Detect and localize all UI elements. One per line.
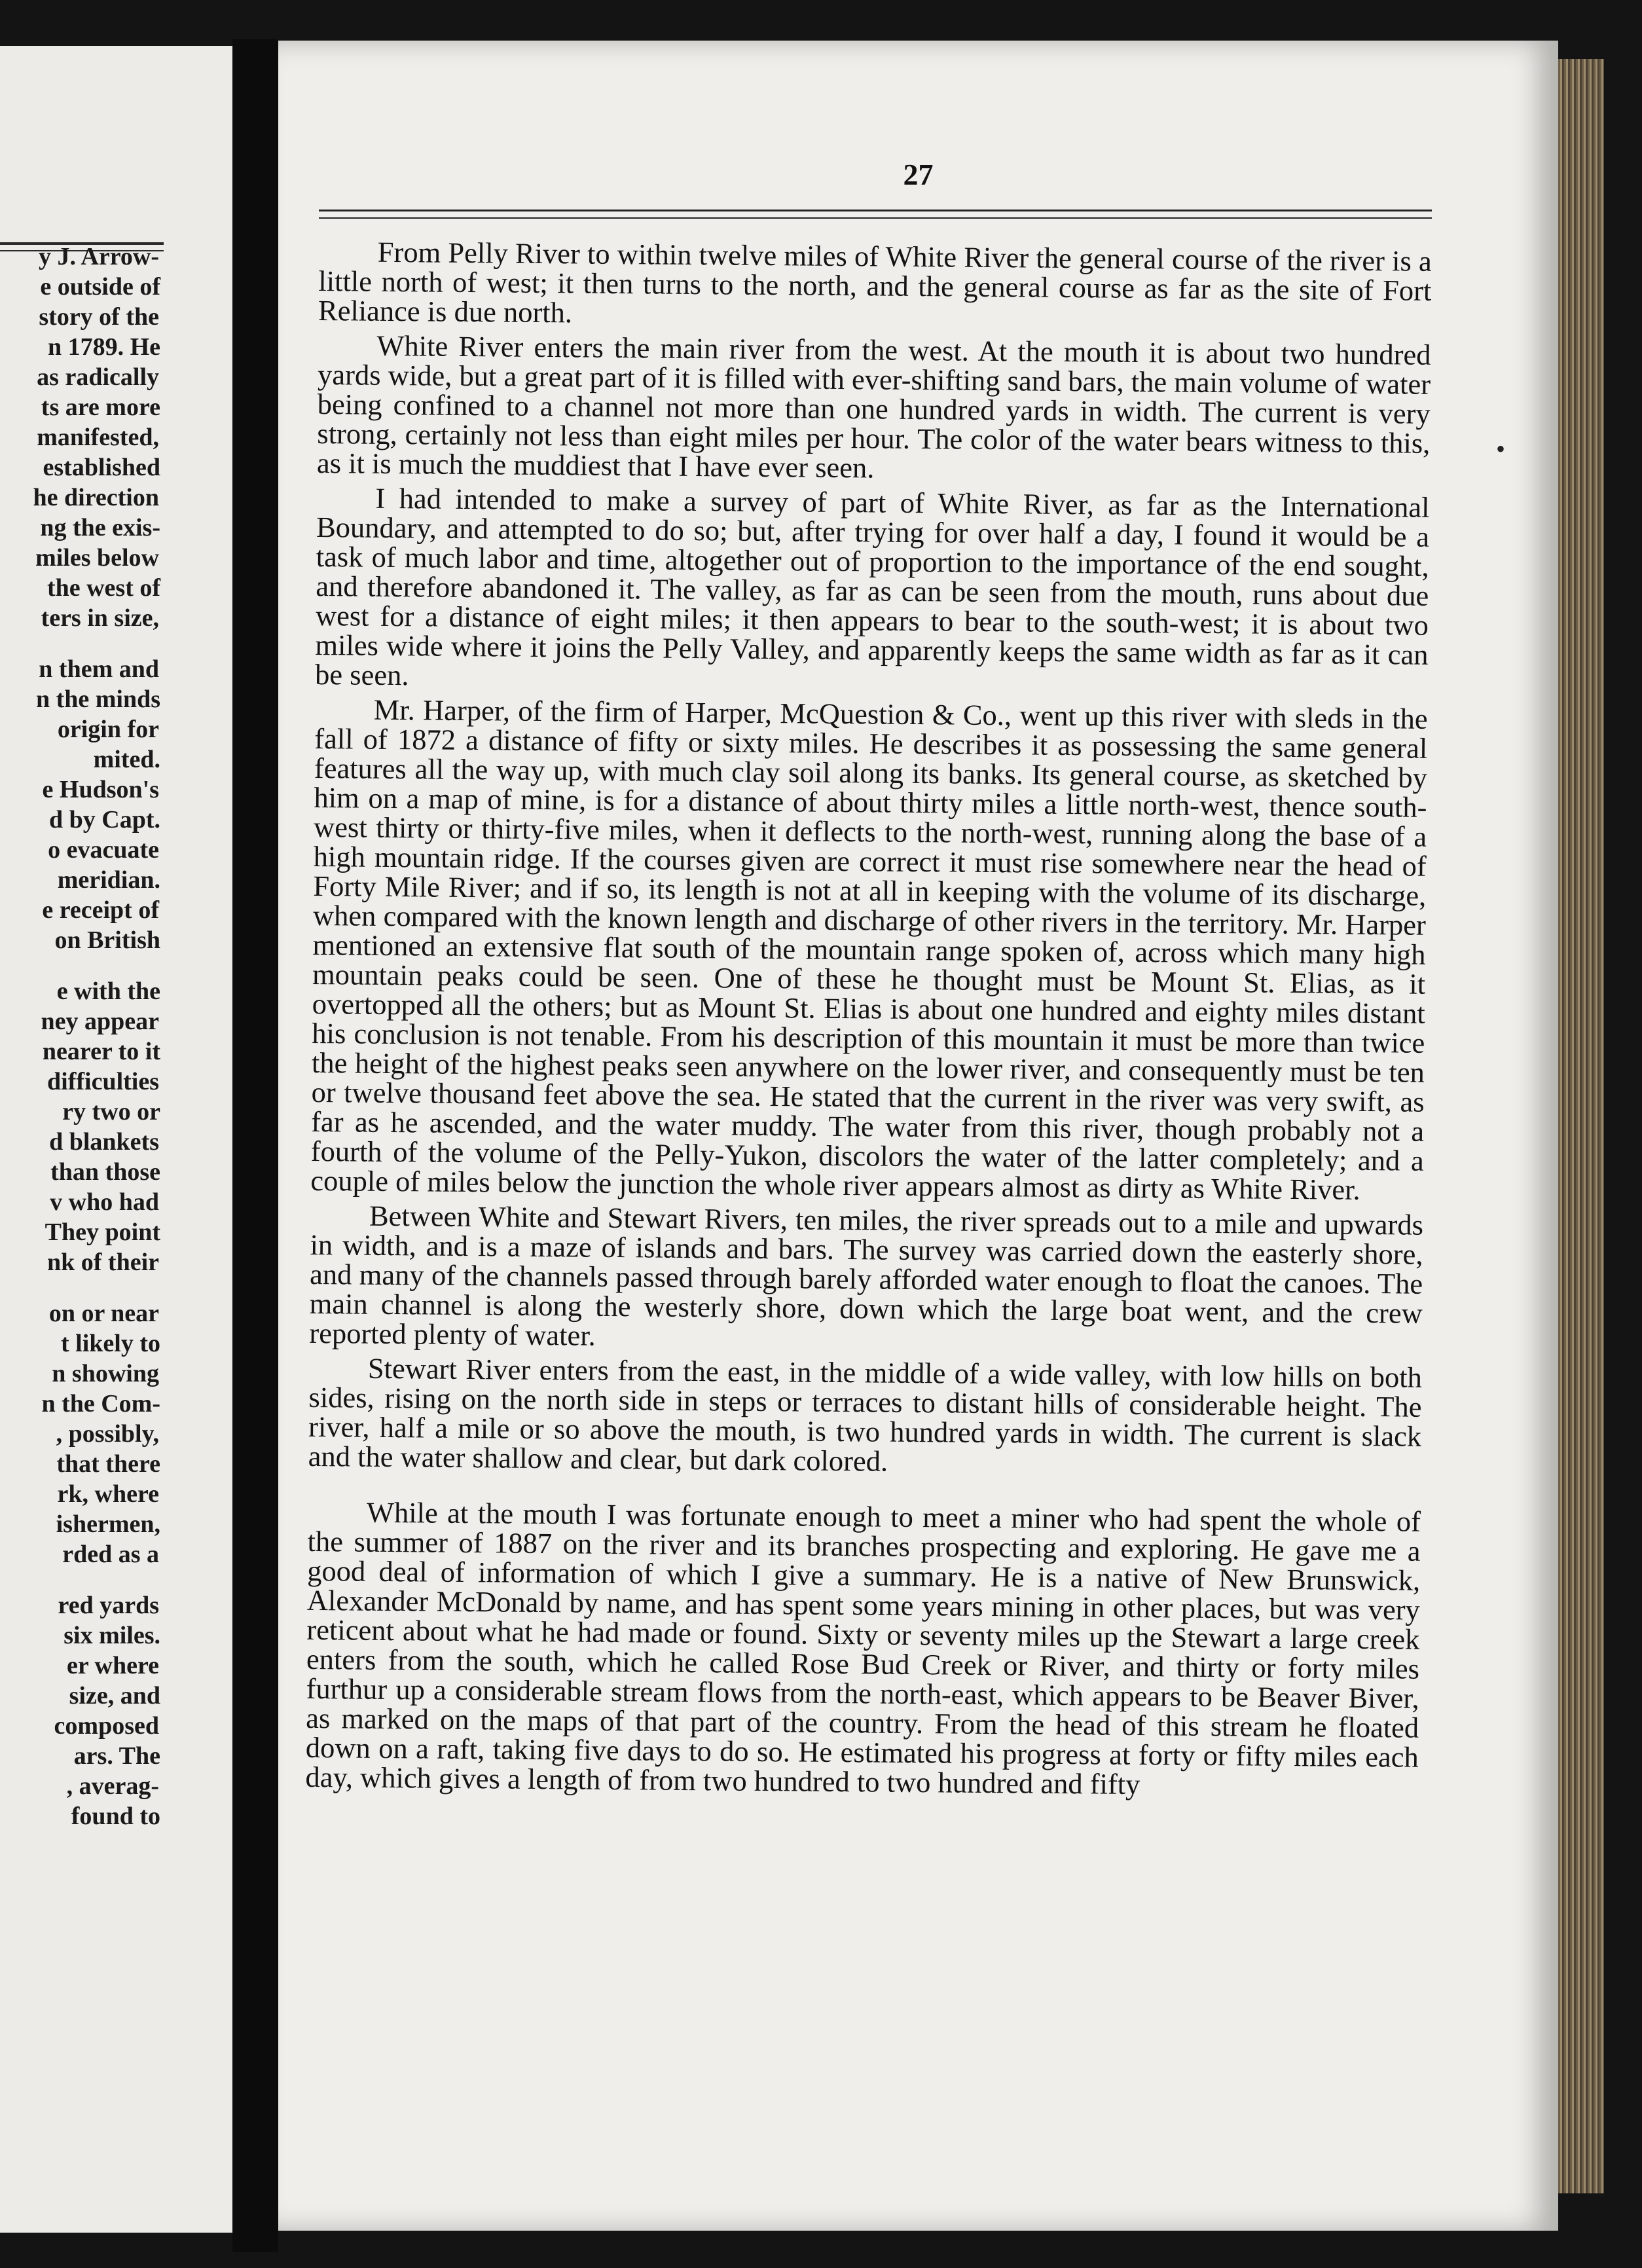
left-text-line: nk of their — [47, 1249, 159, 1276]
left-text-line: y J. Arrow- — [39, 243, 159, 270]
header-rule — [319, 210, 1432, 211]
paragraph: White River enters the main river from the west. At the mouth it is about two hundred yards wide, but a great part of it is filled with ever-shifting sand bars, the main volume of water being confined to a channel not more than one hundred yards in width. The current is very strong, certainly not less than eight miles per hour. The color of the water bears witness to this, as it is much the muddiest that I have ever seen. — [316, 329, 1431, 485]
left-text-line: ry two or — [62, 1098, 160, 1125]
left-text-line: e with the — [56, 978, 160, 1005]
left-text-line: mited. — [93, 746, 160, 773]
left-text-line: n the minds — [35, 686, 160, 713]
body-text — [305, 237, 1432, 1807]
left-text-line: e receipt of — [42, 896, 159, 924]
left-text-line: , averag- — [66, 1772, 159, 1800]
left-text-line: d blankets — [49, 1128, 159, 1156]
left-text-line: n showing — [52, 1360, 159, 1387]
left-text-line: difficulties — [47, 1068, 159, 1095]
left-text-line: ars. The — [73, 1742, 160, 1770]
left-text-line: ishermen, — [56, 1510, 160, 1538]
stray-mark: • — [1496, 434, 1506, 464]
left-text-line: , possibly, — [56, 1420, 159, 1448]
paragraph: Stewart River enters from the east, in the middle of a wide valley, with low hills on both sides, rising on the north side in steps or terraces to distant hills of considerable height. The river, half a mile or so above the mouth, is two hundred yards in width. The current is slack and the water shallow and clear, but dark colored. — [308, 1351, 1423, 1478]
left-text-line: er where — [66, 1652, 159, 1679]
left-text-line: origin for — [57, 716, 159, 743]
left-text-line: n them and — [39, 655, 159, 683]
left-text-line: d by Capt. — [49, 806, 160, 833]
left-text-line: miles below — [35, 544, 159, 572]
left-text-line: nearer to it — [42, 1038, 160, 1065]
page-number: 27 — [903, 158, 934, 191]
left-text-line: red yards — [58, 1592, 159, 1619]
left-text-line: ters in size, — [41, 604, 159, 632]
left-text-line: on or near — [48, 1300, 159, 1327]
left-text-line: ng the exis- — [40, 514, 160, 541]
left-text-line: o evacuate — [48, 836, 159, 864]
left-text-line: rk, where — [57, 1480, 159, 1508]
paragraph: Between White and Stewart Rivers, ten miles, the river spreads out to a mile and upwards in width, and is a maze of islands and bars. The survey was carried down the easterly shore, and many of the channels passed through barely afforded water enough to float the canoes. The main channel is along the westerly shore, down which the large boat went, and the crew reported plenty of water. — [309, 1199, 1424, 1352]
paragraph: I had intended to make a survey of part of White River, as far as the International Boundary, and attempted to do so; but, after trying for over half a day, I found it would be a task of much labor and time, altogether out of proportion to the importance of the end sought, and therefore abandoned it. The valley, as far as can be seen from the mouth, runs about due west for a distance of eight miles; it then appears to bear to the south-west; it is about two miles wide where it joins the Pelly Valley, and apparently keeps the same width as far as it can be seen. — [314, 481, 1430, 692]
right-page — [278, 41, 1558, 2231]
left-text-line: rded as a — [62, 1541, 159, 1568]
left-text-line: n 1789. He — [47, 333, 160, 361]
left-text-line: size, and — [69, 1682, 160, 1710]
page-edges — [1558, 59, 1604, 2193]
left-text-line: the west of — [46, 574, 160, 602]
paragraph: From Pelly River to within twelve miles of White River the general course of the river is a little north of west; it then turns to the north, and the general course as far as the site of Fort Reliance is due north. — [318, 235, 1432, 329]
left-text-line: e Hudson's — [42, 776, 159, 803]
left-text-line: They point — [45, 1218, 160, 1246]
left-text-line: story of the — [39, 303, 159, 331]
paragraph: Mr. Harper, of the firm of Harper, McQuestion & Co., went up this river with sleds in the fall of 1872 a distance of fifty or sixty miles. He describes it as possessing the same general features all the way up, with much clay soil along its banks. Its general course, as sketched by him on a map of mine, is for a distance of about thirty miles a little north-west, thence south-west thirty or thirty-five miles, when it deflects to the north-west, running along the base of a high mountain ridge. If the courses given are correct it must rise somewhere near the head of Forty Mile River; and if so, its length is not at all in keeping with the volume of its discharge, when compared with the known length and discharge of other rivers in the territory. Mr. Harper mentioned an extensive flat south of the mountain range spoken of, across which many high mountain peaks could be seen. One of these he thought must be Mount St. Elias, as it overtopped all the others; but as Mount St. Elias is about one hundred and eighty miles distant his conclusion is not tenable. From his description of this mountain it must be more than twice the height of the highest peaks seen anywhere on the lower river, and consequently must be ten or twelve thousand feet above the sea. He stated that the current in the river was very swift, as far as he ascended, and the water muddy. The water from this river, though probably not a fourth of the volume of the Pelly-Yukon, discolors the water of the latter completely; and a couple of miles below the junction the whole river appears almost as dirty as White River. — [310, 693, 1428, 1206]
left-text-line: e outside of — [40, 273, 160, 301]
paragraph: While at the mouth I was fortunate enough to meet a miner who had spent the whole of the summer of 1887 on the river and its branches prospecting and exploring. He gave me a good deal of information of which I give a summary. He is a native of New Brunswick, Alexander McDonald by name, and has spent some years mining in other places, but was very reticent about what he had made or found. Sixty or seventy miles up the Stewart a large creek enters from the south, which he called Rose Bud Creek or River, and thirty or forty miles furthur up a considerable stream flows from the north-east, which appears to be Beaver Biver, as marked on the maps of that part of the country. From the head of this stream he floated down on a raft, taking five days to do so. He estimated his progress at forty or fifty miles each day, which gives a length of from two hundred to two hundred and fifty — [305, 1495, 1421, 1801]
left-text-line: he direction — [33, 484, 159, 511]
left-text-line: on British — [54, 926, 160, 954]
left-text-line: ts are more — [41, 393, 160, 421]
header-rule-thin — [319, 217, 1432, 219]
left-text-line: manifested, — [37, 424, 159, 451]
left-text-line: six miles. — [64, 1622, 160, 1649]
left-text-line: n the Com- — [41, 1390, 160, 1418]
left-text-line: composed — [54, 1712, 159, 1740]
left-text-line: t likely to — [61, 1330, 160, 1357]
left-text-line: established — [43, 454, 160, 481]
book-gutter — [232, 39, 278, 2252]
left-facing-page — [0, 46, 232, 2233]
left-text-line: meridian. — [57, 866, 160, 894]
left-text-line: found to — [71, 1802, 160, 1830]
left-text-line: than those — [50, 1158, 160, 1186]
left-text-line: as radically — [37, 363, 159, 391]
left-text-line: ney appear — [41, 1008, 159, 1035]
left-text-line: v who had — [50, 1188, 159, 1216]
left-text-line: that there — [56, 1450, 160, 1478]
